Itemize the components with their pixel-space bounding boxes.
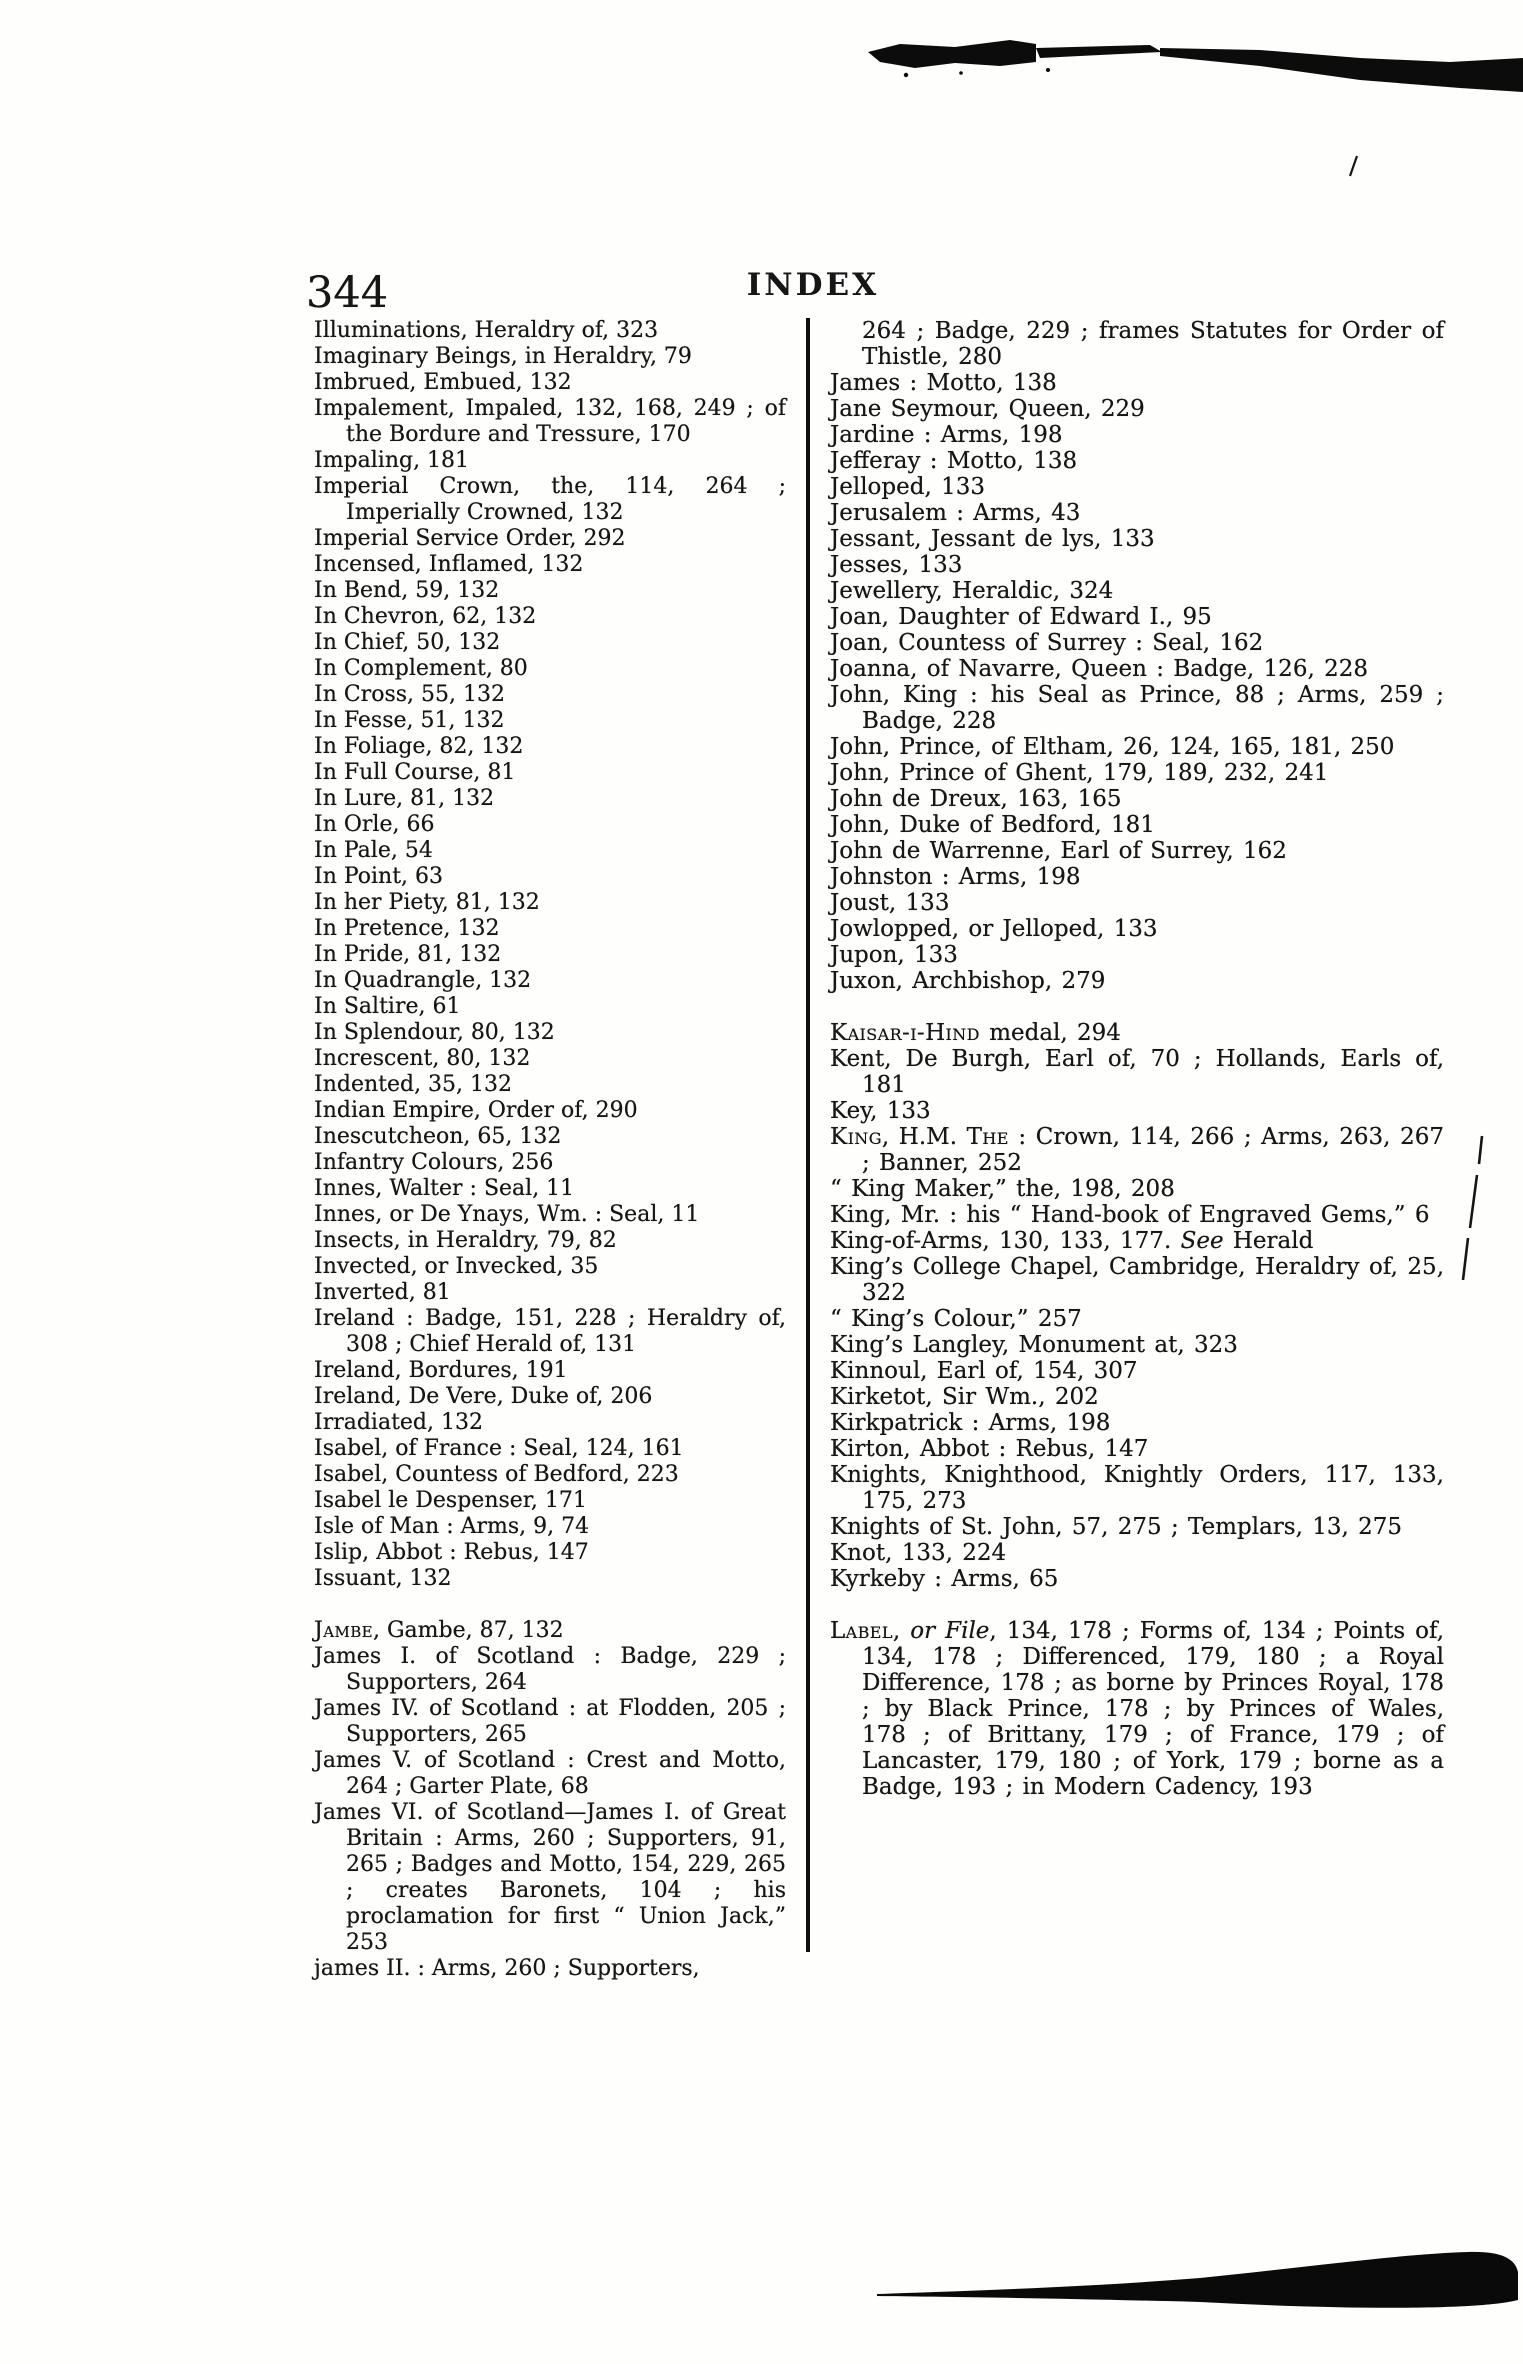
entry-text: In Full Course, 81	[314, 760, 516, 785]
entry-text: King, Mr. : his “ Hand-book of Engraved Gems,” 6	[830, 1202, 1430, 1228]
entry-headword: Kaisar-i-Hind	[830, 1020, 980, 1046]
entry-text: In Point, 63	[314, 864, 444, 889]
index-entry	[314, 604, 786, 630]
index-entry	[830, 1410, 1444, 1436]
entry-text: Knot, 133, 224	[830, 1540, 1007, 1566]
index-entry	[830, 1436, 1444, 1462]
index-entry	[830, 1046, 1444, 1098]
index-entry	[314, 1540, 786, 1566]
entry-text: In Bend, 59, 132	[314, 578, 500, 603]
entry-text: Kinnoul, Earl of, 154, 307	[830, 1358, 1138, 1384]
index-entry	[830, 656, 1444, 682]
entry-text: John de Warrenne, Earl of Surrey, 162	[830, 838, 1287, 864]
index-entry	[314, 526, 786, 552]
entry-text: In Pale, 54	[314, 838, 433, 863]
index-entry	[830, 1098, 1444, 1124]
index-entry	[314, 1488, 786, 1514]
entry-text: Kyrkeby : Arms, 65	[830, 1566, 1059, 1592]
entry-text: Isle of Man : Arms, 9, 74	[314, 1514, 590, 1539]
index-entry	[314, 656, 786, 682]
entry-text: In Lure, 81, 132	[314, 786, 495, 811]
index-entry	[314, 1150, 786, 1176]
page-number: 344	[306, 268, 389, 318]
index-entry	[314, 708, 786, 734]
entry-text: Jupon, 133	[830, 942, 958, 968]
index-entry	[314, 1800, 786, 1956]
entry-text: James IV. of Scotland : at Flodden, 205 ; Supporters, 265	[314, 1696, 786, 1747]
entry-text: Kirton, Abbot : Rebus, 147	[830, 1436, 1149, 1462]
entry-text: James V. of Scotland : Crest and Motto, 264 ; Garter Plate, 68	[314, 1748, 786, 1799]
index-entry	[314, 1956, 786, 1982]
entry-text: Isabel le Despenser, 171	[314, 1488, 587, 1513]
entry-text: In Quadrangle, 132	[314, 968, 532, 993]
index-entry	[830, 1254, 1444, 1306]
entry-headword: King	[830, 1124, 882, 1150]
index-entry	[314, 552, 786, 578]
index-entry	[830, 630, 1444, 656]
entry-text: John, Prince of Ghent, 179, 189, 232, 241	[830, 760, 1329, 786]
index-column-right	[830, 318, 1444, 1800]
entry-text: Ireland, Bordures, 191	[314, 1358, 568, 1383]
entry-text: : Crown, 114, 266 ; Arms, 263, 267 ; Banner, 252	[862, 1124, 1444, 1176]
index-entry	[314, 630, 786, 656]
index-entry	[314, 786, 786, 812]
index-entry	[830, 604, 1444, 630]
index-entry	[314, 890, 786, 916]
index-entry-continuation	[830, 318, 1444, 370]
entry-text: In Complement, 80	[314, 656, 528, 681]
entry-text: Jowlopped, or Jelloped, 133	[830, 916, 1158, 942]
index-entry	[830, 1384, 1444, 1410]
entry-text: Herald	[1223, 1228, 1314, 1254]
index-entry	[830, 786, 1444, 812]
index-entry	[314, 1566, 786, 1592]
index-entry	[830, 500, 1444, 526]
index-entry	[830, 422, 1444, 448]
entry-text: Imaginary Beings, in Heraldry, 79	[314, 344, 692, 369]
entry-text: Knights of St. John, 57, 275 ; Templars, 13, 275	[830, 1514, 1402, 1540]
index-entry	[830, 578, 1444, 604]
index-entry	[314, 1410, 786, 1436]
entry-text: Islip, Abbot : Rebus, 147	[314, 1540, 589, 1565]
index-entry	[314, 1072, 786, 1098]
entry-text: James VI. of Scotland—James I. of Great Britain : Arms, 260 ; Supporters, 91, 265 ; Badges and Motto, 154, 229, 265 ; creates Baronets, 104 ; his proclamation for first “ Union Jack,” 253	[314, 1800, 786, 1955]
index-entry	[314, 760, 786, 786]
entry-text: Issuant, 132	[314, 1566, 452, 1591]
entry-headword: The	[966, 1124, 1009, 1150]
entry-text: Incensed, Inflamed, 132	[314, 552, 584, 577]
column-divider-rule	[806, 318, 810, 1952]
entry-text: Jewellery, Heraldic, 324	[830, 578, 1114, 604]
index-entry	[830, 916, 1444, 942]
entry-text: , Gambe, 87, 132	[372, 1618, 564, 1643]
index-entry	[314, 1748, 786, 1800]
entry-text: John de Dreux, 163, 165	[830, 786, 1122, 812]
entry-text: Key, 133	[830, 1098, 931, 1124]
index-entry	[314, 812, 786, 838]
entry-text: King-of-Arms, 130, 133, 177.	[830, 1228, 1181, 1254]
entry-text: medal, 294	[979, 1020, 1121, 1046]
entry-text: Isabel, of France : Seal, 124, 161	[314, 1436, 684, 1461]
entry-text: Insects, in Heraldry, 79, 82	[314, 1228, 617, 1253]
entry-text: Joan, Daughter of Edward I., 95	[830, 604, 1212, 630]
entry-text: Juxon, Archbishop, 279	[830, 968, 1106, 994]
index-entry	[830, 370, 1444, 396]
entry-text: In her Piety, 81, 132	[314, 890, 540, 915]
index-entry	[830, 838, 1444, 864]
index-entry	[830, 890, 1444, 916]
entry-text: Jane Seymour, Queen, 229	[830, 396, 1145, 422]
index-entry	[314, 344, 786, 370]
entry-text: , 134, 178 ; Forms of, 134 ; Points of, 134, 178 ; Differenced, 179, 180 ; a Royal Difference, 178 ; as borne by Princes Royal, 178 ; by Black Prince, 178 ; by Princes of Wales, 178 ; of Brittany, 179 ; of France, 179 ; of Lancaster, 179, 180 ; of York, 179 ; borne as a Badge, 193 ; in Modern Cadency, 193	[862, 1618, 1445, 1800]
entry-text: Imperial Service Order, 292	[314, 526, 626, 551]
entry-text: Jefferay : Motto, 138	[830, 448, 1078, 474]
scan-smudge-top	[0, 0, 1523, 200]
entry-text: Innes, Walter : Seal, 11	[314, 1176, 575, 1201]
index-entry	[314, 370, 786, 396]
entry-text: Joanna, of Navarre, Queen : Badge, 126, 228	[830, 656, 1368, 682]
index-entry	[314, 1254, 786, 1280]
index-letter-group	[830, 1020, 1444, 1592]
entry-text: King’s Langley, Monument at, 323	[830, 1332, 1238, 1358]
index-entry	[314, 1046, 786, 1072]
entry-text: Illuminations, Heraldry of, 323	[314, 318, 659, 343]
index-entry	[314, 1644, 786, 1696]
index-entry	[830, 760, 1444, 786]
entry-text: In Chevron, 62, 132	[314, 604, 537, 629]
entry-italic-text: or File	[910, 1618, 990, 1644]
entry-text: John, Prince, of Eltham, 26, 124, 165, 181, 250	[830, 734, 1395, 760]
entry-text: Ireland, De Vere, Duke of, 206	[314, 1384, 653, 1409]
entry-text: In Cross, 55, 132	[314, 682, 505, 707]
entry-text: Jardine : Arms, 198	[830, 422, 1063, 448]
entry-text: Johnston : Arms, 198	[830, 864, 1081, 890]
index-entry	[314, 318, 786, 344]
index-entry	[830, 1540, 1444, 1566]
page-title: INDEX	[746, 267, 880, 303]
index-entry	[830, 968, 1444, 994]
index-entry	[314, 1696, 786, 1748]
entry-italic-text: See	[1180, 1228, 1224, 1254]
index-entry	[830, 1332, 1444, 1358]
entry-text: Innes, or De Ynays, Wm. : Seal, 11	[314, 1202, 700, 1227]
scan-slash-mark	[1350, 156, 1357, 176]
index-entry	[830, 1228, 1444, 1254]
entry-text: James : Motto, 138	[830, 370, 1057, 396]
index-entry	[314, 448, 786, 474]
index-letter-group	[314, 318, 786, 1592]
index-entry	[830, 812, 1444, 838]
entry-text: Indented, 35, 132	[314, 1072, 513, 1097]
index-entry	[314, 1020, 786, 1046]
index-column-left	[314, 318, 786, 1982]
entry-text: ,	[892, 1618, 911, 1644]
entry-text: In Pride, 81, 132	[314, 942, 502, 967]
index-entry	[314, 1462, 786, 1488]
entry-text: Kirketot, Sir Wm., 202	[830, 1384, 1099, 1410]
index-entry	[830, 1020, 1444, 1046]
index-entry	[830, 1618, 1444, 1800]
entry-text: In Fesse, 51, 132	[314, 708, 505, 733]
entry-text: Imperial Crown, the, 114, 264 ; Imperially Crowned, 132	[314, 474, 786, 525]
entry-text: “ King Maker,” the, 198, 208	[830, 1176, 1175, 1202]
index-entry	[314, 968, 786, 994]
index-entry	[314, 578, 786, 604]
entry-text: In Orle, 66	[314, 812, 435, 837]
entry-text: , H.M.	[881, 1124, 967, 1150]
index-entry	[830, 552, 1444, 578]
entry-text: In Saltire, 61	[314, 994, 461, 1019]
index-entry	[830, 734, 1444, 760]
index-entry	[830, 448, 1444, 474]
entry-text: John, Duke of Bedford, 181	[830, 812, 1155, 838]
index-entry	[314, 864, 786, 890]
entry-headword: Label	[830, 1618, 893, 1644]
index-entry	[830, 1176, 1444, 1202]
index-entry	[314, 1306, 786, 1358]
entry-text: Inescutcheon, 65, 132	[314, 1124, 562, 1149]
scan-scratch-right	[1440, 1120, 1500, 1300]
index-entry	[830, 1124, 1444, 1176]
index-entry	[830, 526, 1444, 552]
index-entry	[314, 682, 786, 708]
entry-text: Joust, 133	[830, 890, 950, 916]
index-entry	[314, 994, 786, 1020]
entry-text: Jessant, Jessant de lys, 133	[830, 526, 1155, 552]
index-entry	[314, 1280, 786, 1306]
entry-text: Kirkpatrick : Arms, 198	[830, 1410, 1111, 1436]
entry-text: Jerusalem : Arms, 43	[830, 500, 1081, 526]
entry-text: Impalement, Impaled, 132, 168, 249 ; of the Bordure and Tressure, 170	[314, 396, 786, 447]
index-entry	[314, 734, 786, 760]
entry-text: In Chief, 50, 132	[314, 630, 501, 655]
entry-text: james II. : Arms, 260 ; Supporters,	[314, 1956, 700, 1981]
entry-text: Joan, Countess of Surrey : Seal, 162	[830, 630, 1264, 656]
index-entry	[830, 1358, 1444, 1384]
entry-headword: Jambe	[314, 1618, 373, 1643]
index-entry	[314, 942, 786, 968]
entry-text: Irradiated, 132	[314, 1410, 483, 1435]
entry-text: “ King’s Colour,” 257	[830, 1306, 1082, 1332]
entry-text: Jesses, 133	[830, 552, 963, 578]
index-entry	[314, 1098, 786, 1124]
entry-text: Inverted, 81	[314, 1280, 451, 1305]
entry-text: Isabel, Countess of Bedford, 223	[314, 1462, 679, 1487]
index-entry	[314, 1124, 786, 1150]
index-entry	[830, 1202, 1444, 1228]
entry-text: John, King : his Seal as Prince, 88 ; Arms, 259 ; Badge, 228	[830, 682, 1444, 734]
index-entry	[830, 396, 1444, 422]
index-entry	[314, 1618, 786, 1644]
index-entry	[830, 942, 1444, 968]
index-entry	[830, 864, 1444, 890]
index-entry	[314, 1384, 786, 1410]
index-entry	[830, 1566, 1444, 1592]
index-entry	[830, 1514, 1444, 1540]
index-letter-group	[314, 1618, 786, 1982]
entry-text: King’s College Chapel, Cambridge, Heraldry of, 25, 322	[830, 1254, 1444, 1306]
entry-text: Jelloped, 133	[830, 474, 985, 500]
index-entry	[314, 1202, 786, 1228]
entry-text: Knights, Knighthood, Knightly Orders, 117, 133, 175, 273	[830, 1462, 1444, 1514]
entry-text: In Splendour, 80, 132	[314, 1020, 555, 1045]
index-entry	[314, 1514, 786, 1540]
index-entry	[314, 838, 786, 864]
index-letter-group	[830, 1618, 1444, 1800]
entry-text: Ireland : Badge, 151, 228 ; Heraldry of, 308 ; Chief Herald of, 131	[314, 1306, 786, 1357]
index-entry	[830, 1306, 1444, 1332]
entry-text: Imbrued, Embued, 132	[314, 370, 572, 395]
entry-text: 264 ; Badge, 229 ; frames Statutes for Order of Thistle, 280	[862, 318, 1444, 370]
index-entry	[314, 396, 786, 448]
entry-text: In Pretence, 132	[314, 916, 500, 941]
index-entry	[314, 1176, 786, 1202]
index-entry	[314, 916, 786, 942]
scan-smudge-bottom	[0, 2230, 1523, 2364]
index-entry	[314, 1436, 786, 1462]
index-entry	[314, 474, 786, 526]
index-entry	[830, 1462, 1444, 1514]
index-entry	[314, 1228, 786, 1254]
entry-text: Increscent, 80, 132	[314, 1046, 531, 1071]
entry-text: James I. of Scotland : Badge, 229 ; Supporters, 264	[314, 1644, 786, 1695]
index-entry	[830, 474, 1444, 500]
entry-text: In Foliage, 82, 132	[314, 734, 524, 759]
entry-text: Indian Empire, Order of, 290	[314, 1098, 638, 1123]
entry-text: Kent, De Burgh, Earl of, 70 ; Hollands, Earls of, 181	[830, 1046, 1444, 1098]
entry-text: Invected, or Invecked, 35	[314, 1254, 599, 1279]
entry-text: Impaling, 181	[314, 448, 470, 473]
index-entry	[830, 682, 1444, 734]
index-letter-group	[830, 318, 1444, 994]
index-entry	[314, 1358, 786, 1384]
entry-text: Infantry Colours, 256	[314, 1150, 554, 1175]
